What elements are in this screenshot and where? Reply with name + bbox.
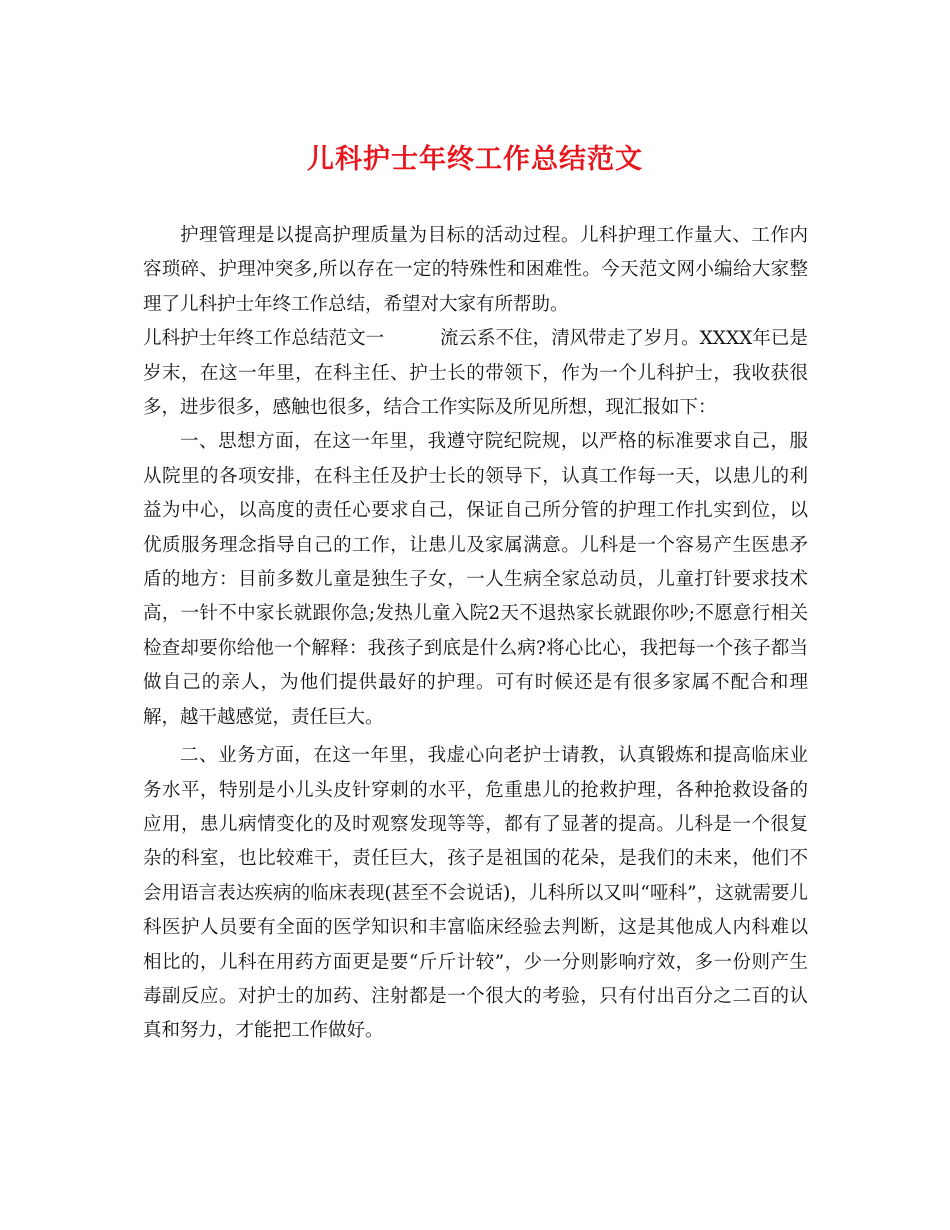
section-thought-paragraph: 一、思想方面，在这一年里，我遵守院纪院规，以严格的标准要求自己，服从院里的各项安排，在科主任及护士长的领导下，认真工作每一天，以患儿的利益为中心，以高度的责任心要求自己，保证自己所分管的护理工作扎实到位，以优质服务理念指导自己的工作，让患儿及家属满意。儿科是一个容易产生医患矛盾的地方：目前多数儿童是独生子女，一人生病全家总动员，儿童打针要求技术高，一针不中家长就跟你急;发热儿童入院2天不退热家长就跟你吵;不愿意行相关检查却要你给他一个解释：我孩子到底是什么病?将心比心，我把每一个孩子都当做自己的亲人，为他们提供最好的护理。可有时候还是有很多家属不配合和理解，越干越感觉，责任巨大。 [143,431,808,728]
section-business-paragraph: 二、业务方面，在这一年里，我虚心向老护士请教，认真锻炼和提高临床业务水平，特别是小儿头皮针穿刺的水平，危重患儿的抢救护理，各种抢救设备的应用，患儿病情变化的及时观察发现等等，都有了显著的提高。儿科是一个很复杂的科室，也比较难干，责任巨大，孩子是祖国的花朵，是我们的未来，他们不会用语言表达疾病的临床表现(甚至不会说话)，儿科所以又叫“哑科”，这就需要儿科医护人员要有全面的医学知识和丰富临床经验去判断，这是其他成人内科难以相比的，儿科在用药方面更是要“斤斤计较”，少一分则影响疗效，多一份则产生毒副反应。对护士的加药、注射都是一个很大的考验，只有付出百分之二百的认真和努力，才能把工作做好。 [143,745,808,1042]
subheading-paragraph [143,322,808,425]
document-title: 儿科护士年终工作总结范文 [307,144,643,175]
opening-text: 流云系不住，清风带走了岁月。XXXX年已是岁末，在这一年里，在科主任、护士长的带领下，作为一个儿科护士，我收获很多，进步很多，感触也很多，结合工作实际及所见所想，现汇报如下： [143,328,808,419]
document-body [143,219,808,1049]
subheading: 儿科护士年终工作总结范文一 [143,328,385,350]
intro-paragraph: 护理管理是以提高护理质量为目标的活动过程。儿科护理工作量大、工作内容琐碎、护理冲突多,所以存在一定的特殊性和困难性。今天范文网小编给大家整理了儿科护士年终工作总结，希望对大家有所帮助。 [143,225,808,315]
